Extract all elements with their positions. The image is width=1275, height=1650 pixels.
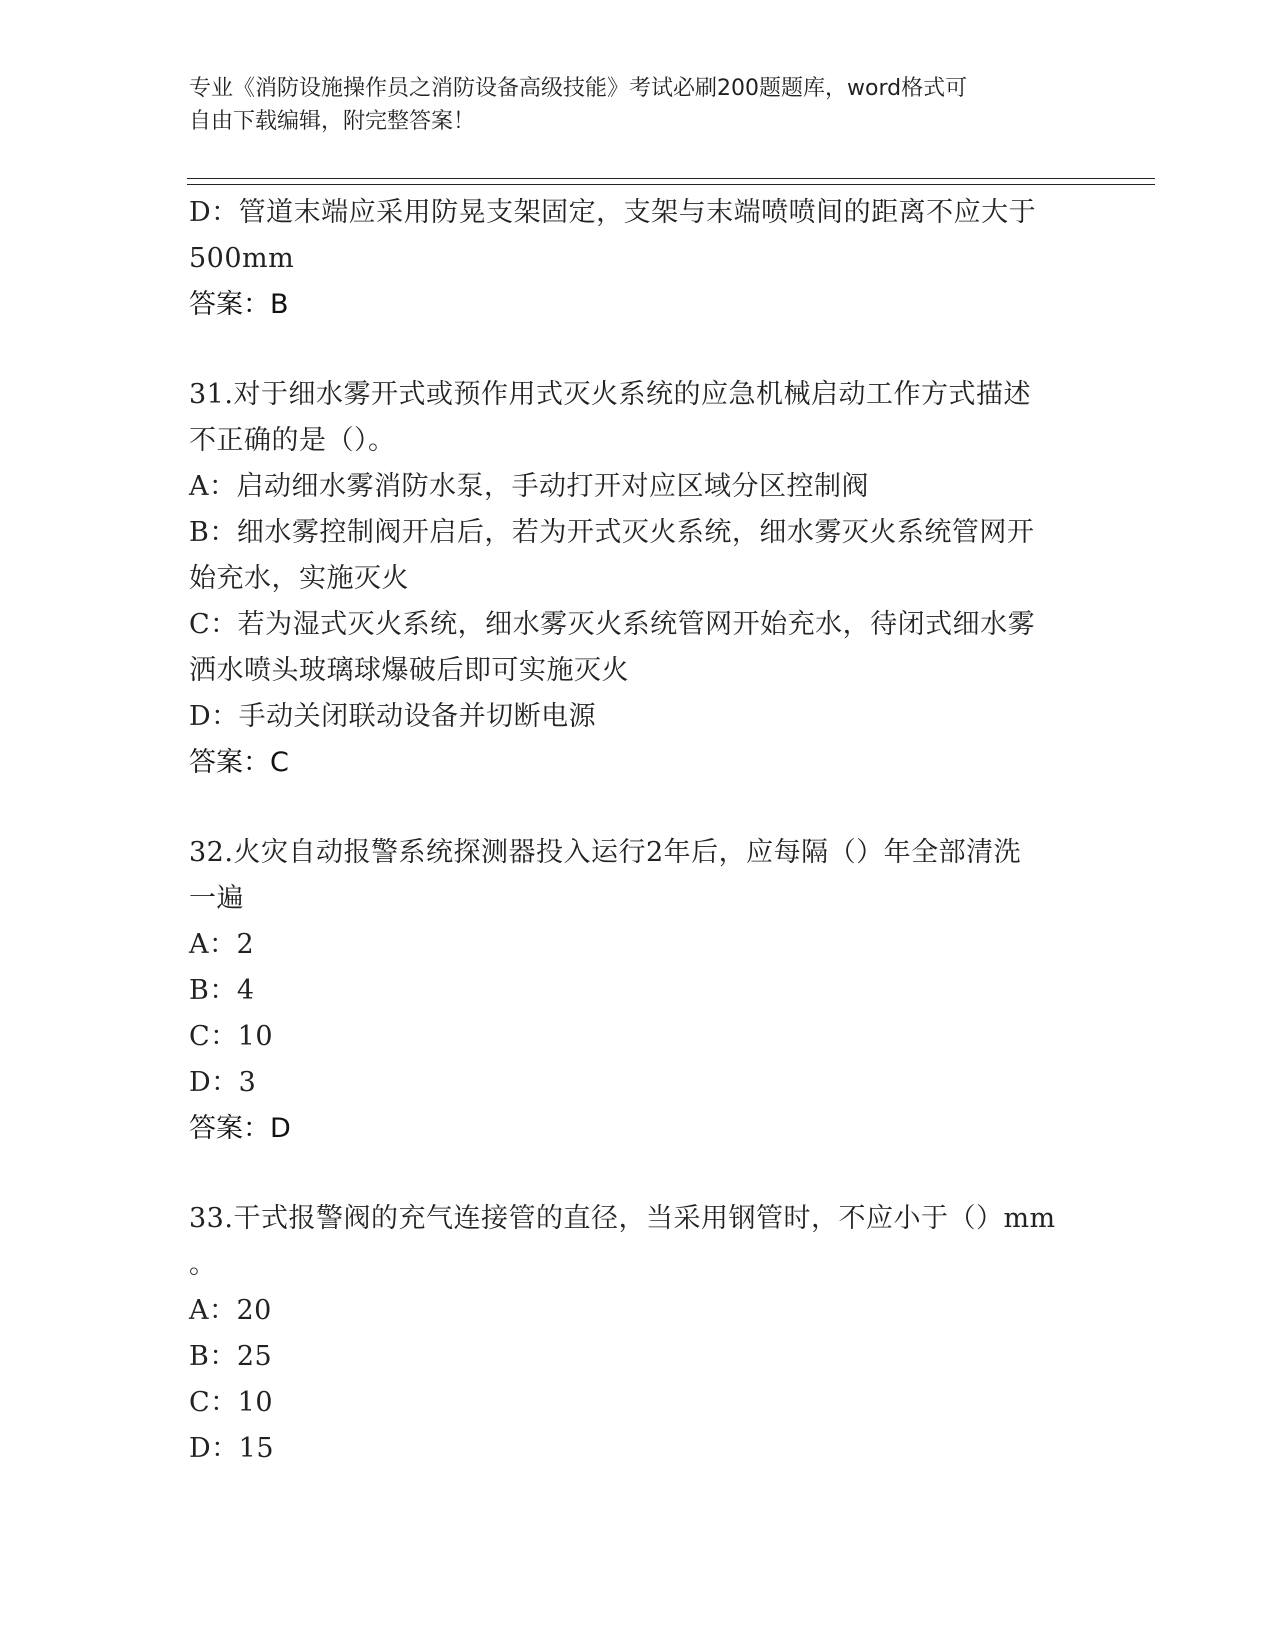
header-divider-top bbox=[187, 178, 1155, 179]
q33-option-b: B：25 bbox=[189, 1341, 273, 1372]
q31-option-a: A：启动细水雾消防水泵，手动打开对应区域分区控制阀 bbox=[189, 471, 869, 502]
q32-option-a: A：2 bbox=[189, 929, 255, 960]
question-30-tail bbox=[189, 190, 1089, 328]
header-line-1: 专业《消防设施操作员之消防设备高级技能》考试必刷200题题库，word格式可 bbox=[189, 76, 968, 101]
q31-stem-line-2: 不正确的是（）。 bbox=[189, 425, 396, 456]
q31-option-b-line-1: B：细水雾控制阀开启后，若为开式灭火系统，细水雾灭火系统管网开 bbox=[189, 517, 1035, 548]
q31-stem-line-1: 31.对于细水雾开式或预作用式灭火系统的应急机械启动工作方式描述 bbox=[189, 379, 1031, 410]
q31-option-b-line-2: 始充水，实施灭火 bbox=[189, 563, 409, 594]
question-32 bbox=[189, 830, 1089, 1152]
question-31 bbox=[189, 372, 1089, 786]
q30-answer: 答案：B bbox=[189, 289, 289, 320]
q32-option-c: C：10 bbox=[189, 1021, 274, 1052]
q31-option-d: D：手动关闭联动设备并切断电源 bbox=[189, 701, 597, 732]
q33-stem-line-1: 33.干式报警阀的充气连接管的直径，当采用钢管时，不应小于（）mm bbox=[189, 1203, 1056, 1234]
q32-option-d: D：3 bbox=[189, 1067, 257, 1098]
header-line-2: 自由下载编辑，附完整答案！ bbox=[189, 109, 476, 134]
header-divider-bottom bbox=[187, 184, 1155, 185]
q31-option-c-line-1: C：若为湿式灭火系统，细水雾灭火系统管网开始充水，待闭式细水雾 bbox=[189, 609, 1036, 640]
q31-answer: 答案：C bbox=[189, 747, 289, 778]
q30-option-d-line-2: 500mm bbox=[189, 243, 295, 274]
document-header bbox=[189, 72, 1089, 138]
question-gap bbox=[189, 786, 1089, 830]
q33-stem-line-2: 。 bbox=[189, 1249, 217, 1280]
question-gap bbox=[189, 1152, 1089, 1196]
q30-option-d-line-1: D：管道末端应采用防晃支架固定，支架与末端喷喷间的距离不应大于 bbox=[189, 197, 1037, 228]
q32-answer: 答案：D bbox=[189, 1113, 291, 1144]
q32-stem-line-2: 一遍 bbox=[189, 883, 244, 914]
question-gap bbox=[189, 328, 1089, 372]
q33-option-a: A：20 bbox=[189, 1295, 272, 1326]
q31-option-c-line-2: 洒水喷头玻璃球爆破后即可实施灭火 bbox=[189, 655, 629, 686]
q33-option-d: D：15 bbox=[189, 1433, 275, 1464]
q33-option-c: C：10 bbox=[189, 1387, 274, 1418]
question-content bbox=[189, 190, 1089, 1472]
question-33 bbox=[189, 1196, 1089, 1472]
q32-stem-line-1: 32.火灾自动报警系统探测器投入运行2年后，应每隔（）年全部清洗 bbox=[189, 837, 1022, 868]
q32-option-b: B：4 bbox=[189, 975, 255, 1006]
